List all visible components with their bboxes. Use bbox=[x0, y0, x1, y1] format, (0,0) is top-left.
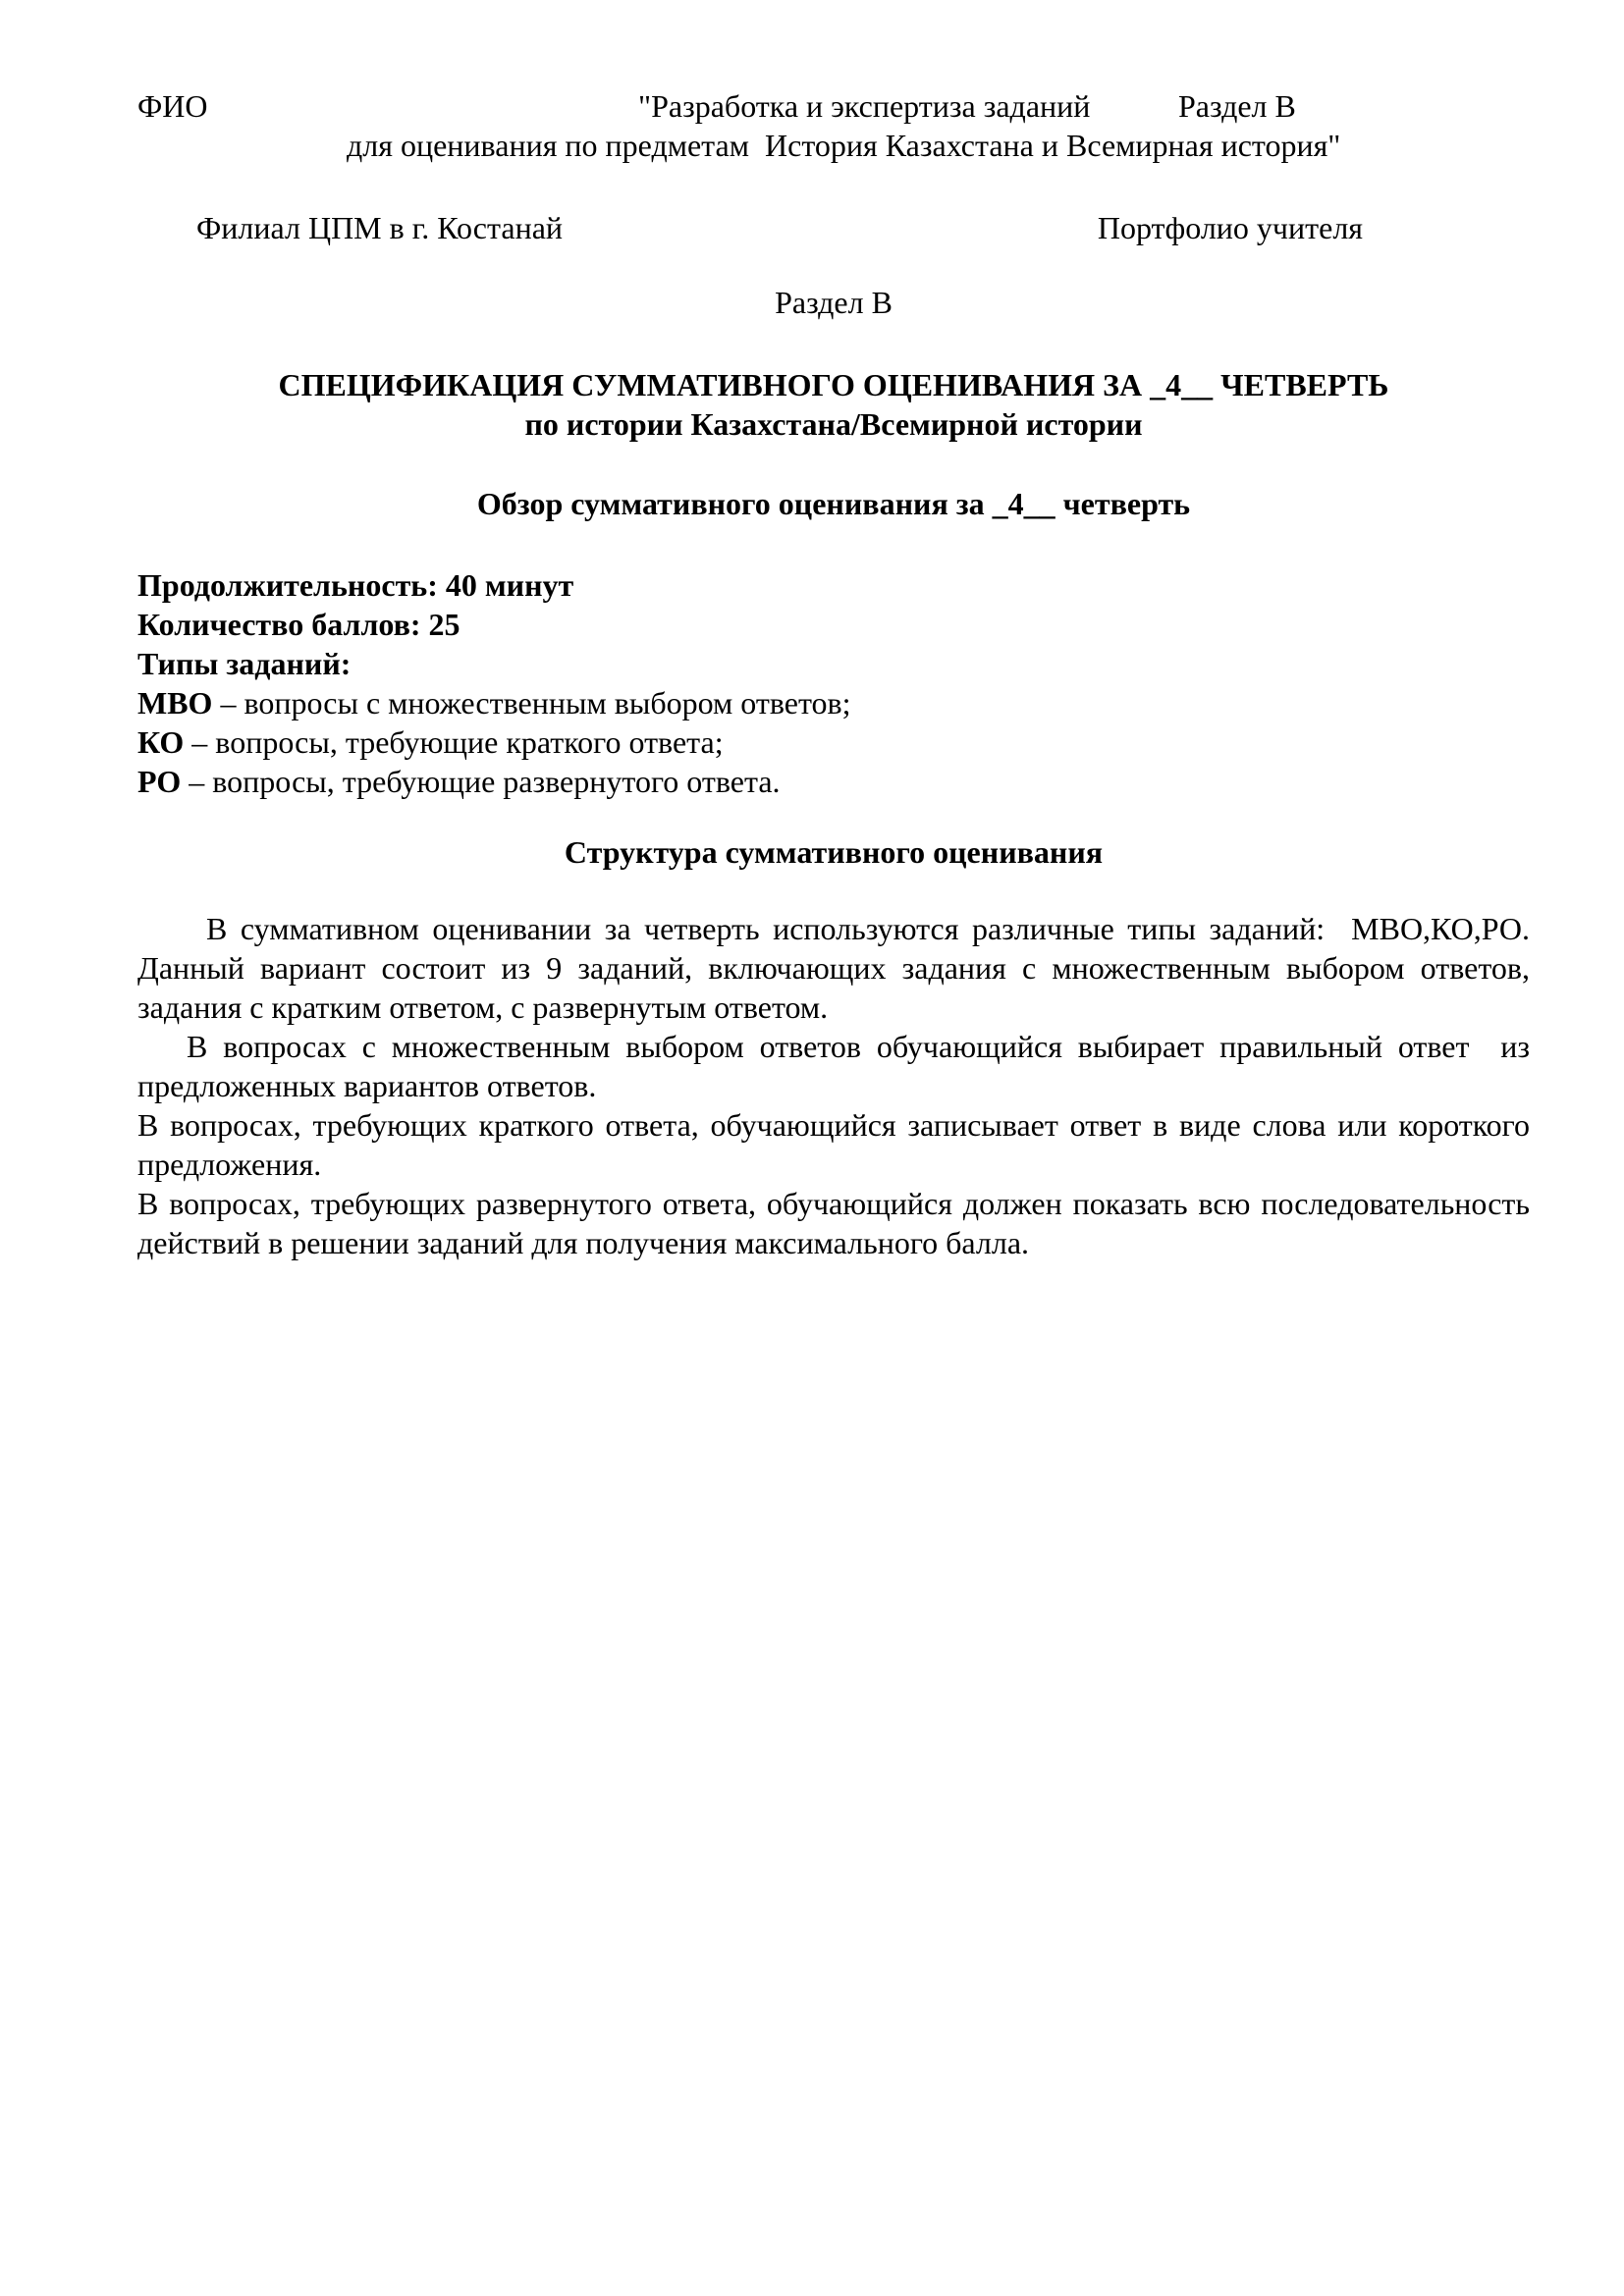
task-type-desc: – вопросы, требующие краткого ответа; bbox=[191, 724, 724, 760]
document-header-line1 bbox=[137, 86, 1530, 126]
fio-label: ФИО bbox=[137, 88, 208, 124]
duration-line bbox=[137, 565, 1530, 605]
task-type-row bbox=[137, 722, 1530, 762]
task-type-abbr: МВО bbox=[137, 685, 213, 721]
spec-title bbox=[137, 365, 1530, 444]
assessment-details bbox=[137, 565, 1530, 801]
duration-value: 40 минут bbox=[445, 567, 574, 603]
body-paragraph: В вопросах, требующих краткого ответа, обучающийся записывает ответ в виде слова или короткого предложения. bbox=[137, 1107, 1530, 1182]
task-types-label-line bbox=[137, 644, 1530, 683]
body-paragraph: В суммативном оценивании за четверть используются различные типы заданий: МВО,КО,РО. Данный вариант состоит из 9 заданий, включающих задания с множественным выбором ответов, задания с кратким ответом, с развернутым ответом. bbox=[137, 911, 1530, 1025]
overview-heading: Обзор суммативного оценивания за _4__ четверть bbox=[476, 486, 1191, 521]
section-heading: Раздел В bbox=[775, 285, 893, 320]
organization-row bbox=[137, 208, 1530, 247]
points-label: Количество баллов: bbox=[137, 607, 421, 642]
structure-heading: Структура суммативного оценивания bbox=[564, 834, 1104, 870]
points-line bbox=[137, 605, 1530, 644]
body-paragraph: В вопросах, требующих развернутого ответа, обучающийся должен показать всю последовательность действий в решении заданий для получения максимального балла. bbox=[137, 1186, 1530, 1260]
spec-title-line2: по истории Казахстана/Всемирной истории bbox=[524, 406, 1143, 442]
program-title-line1: "Разработка и экспертиза заданий bbox=[638, 88, 1091, 124]
task-type-desc: – вопросы, требующие развернутого ответа. bbox=[189, 764, 781, 799]
task-type-abbr: РО bbox=[137, 764, 182, 799]
branch-name: Филиал ЦПМ в г. Костанай bbox=[196, 210, 564, 245]
task-types-label: Типы заданий: bbox=[137, 646, 352, 681]
task-type-row bbox=[137, 762, 1530, 801]
task-type-desc: – вопросы с множественным выбором ответов; bbox=[220, 685, 851, 721]
portfolio-label: Портфолио учителя bbox=[1097, 210, 1363, 245]
spec-title-line1: СПЕЦИФИКАЦИЯ СУММАТИВНОГО ОЦЕНИВАНИЯ ЗА _4__ ЧЕТВЕРТЬ bbox=[278, 367, 1389, 402]
body-text bbox=[137, 909, 1530, 1262]
points-value: 25 bbox=[428, 607, 460, 642]
task-type-row bbox=[137, 683, 1530, 722]
program-title-line2: для оценивания по предметам История Казахстана и Всемирная история" bbox=[347, 128, 1341, 163]
task-type-abbr: КО bbox=[137, 724, 185, 760]
body-paragraph: В вопросах с множественным выбором ответов обучающийся выбирает правильный ответ из предложенных вариантов ответов. bbox=[137, 1029, 1530, 1103]
header-section-label: Раздел В bbox=[1178, 88, 1296, 124]
duration-label: Продолжительность: bbox=[137, 567, 438, 603]
